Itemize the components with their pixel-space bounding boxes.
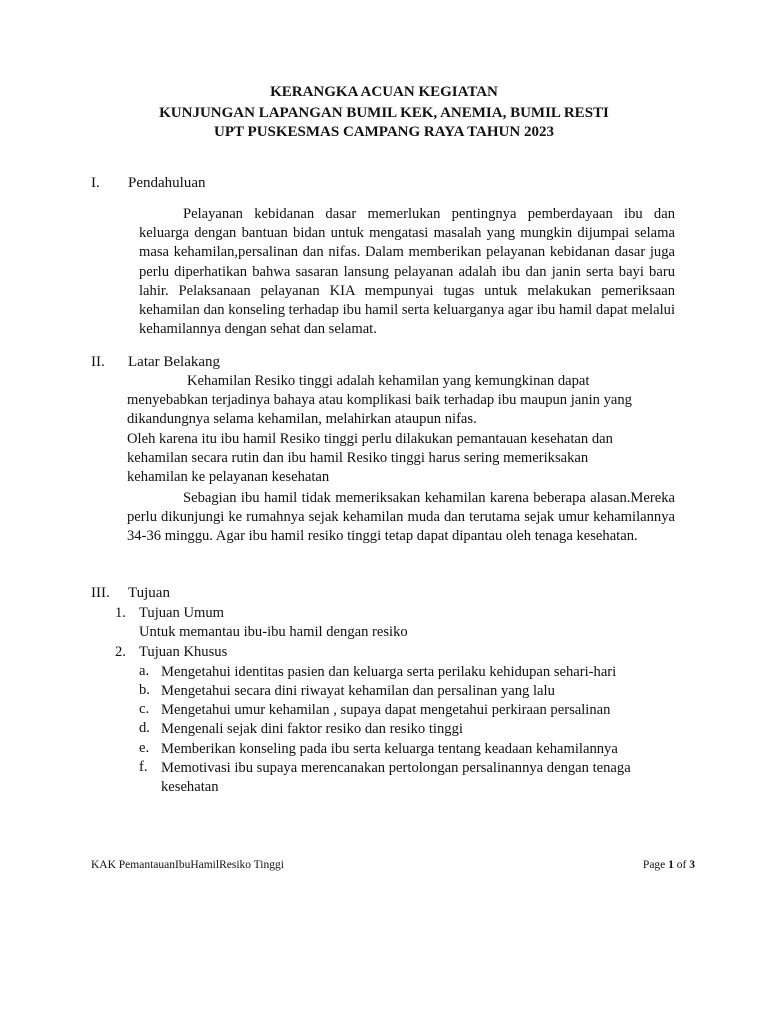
list-letter: e. xyxy=(139,740,150,756)
footer-page-indicator xyxy=(643,859,695,871)
section-3-title: Tujuan xyxy=(128,585,170,601)
footer-of-label: of xyxy=(676,859,687,871)
objective-2-title: Tujuan Khusus xyxy=(139,644,228,660)
list-item: Mengetahui umur kehamilan , supaya dapat mengetahui perkiraan persalinan xyxy=(161,702,611,718)
objective-1-title: Tujuan Umum xyxy=(139,605,225,621)
list-item: Memberikan konseling pada ibu serta keluarga tentang keadaan kehamilannya xyxy=(161,741,618,757)
objective-1-number: 1. xyxy=(115,605,126,621)
objective-1-text: Untuk memantau ibu-ibu hamil dengan resiko xyxy=(139,624,408,640)
footer-page-number: 1 xyxy=(668,859,674,871)
list-letter: f. xyxy=(139,759,148,775)
section-2-number: II. xyxy=(91,354,105,370)
list-letter: d. xyxy=(139,720,150,736)
section-2-title: Latar Belakang xyxy=(128,354,221,370)
list-letter: c. xyxy=(139,701,150,717)
section-2-paragraph-1 xyxy=(127,372,675,487)
section-2-line-5: kehamilan secara rutin dan ibu hamil Resiko tinggi harus sering memeriksakan xyxy=(127,449,589,466)
doc-title-line3: UPT PUSKESMAS CAMPANG RAYA TAHUN 2023 xyxy=(214,124,554,140)
list-item: Mengetahui secara dini riwayat kehamilan dan persalinan yang lalu xyxy=(161,683,555,699)
doc-title-line1: KERANGKA ACUAN KEGIATAN xyxy=(270,84,498,100)
section-1-title: Pendahuluan xyxy=(128,175,206,191)
footer-page-total: 3 xyxy=(689,859,695,871)
list-item: Mengetahui identitas pasien dan keluarga serta perilaku kehidupan sehari-hari xyxy=(161,664,617,680)
list-letter: a. xyxy=(139,663,150,679)
list-letter: b. xyxy=(139,682,150,698)
footer-document-name: KAK PemantauanIbuHamilResiko Tinggi xyxy=(91,859,284,871)
section-2-line-6: kehamilan ke pelayanan kesehatan xyxy=(127,469,330,486)
doc-title-line2: KUNJUNGAN LAPANGAN BUMIL KEK, ANEMIA, BUMIL RESTI xyxy=(159,105,609,121)
footer-page-label: Page xyxy=(642,859,666,871)
section-2-paragraph-2: Sebagian ibu hamil tidak memeriksakan kehamilan karena beberapa alasan.Mereka perlu dikunjungi ke rumahnya sejak kehamilan muda dan terutama sejak umur kehamilannya 34-36 minggu. Agar ibu hamil resiko tinggi tetap dapat dipantau oleh tenaga kesehatan. xyxy=(127,490,675,545)
list-item: Mengenali sejak dini faktor resiko dan resiko tinggi xyxy=(161,721,463,737)
section-2-line-2: menyebabkan terjadinya bahaya atau komplikasi baik terhadap ibu maupun janin yang xyxy=(127,392,632,409)
section-1-number: I. xyxy=(91,175,100,191)
section-2-line-1: Kehamilan Resiko tinggi adalah kehamilan yang kemungkinan dapat xyxy=(187,373,590,389)
section-2-line-4: Oleh karena itu ibu hamil Resiko tinggi perlu dilakukan pemantauan kesehatan dan xyxy=(127,430,613,447)
list-item: Memotivasi ibu supaya merencanakan pertolongan persalinannya dengan tenaga kesehatan xyxy=(161,760,631,796)
section-2-line-3: dikandungnya selama kehamilan, melahirkan ataupun nifas. xyxy=(127,411,477,428)
section-3-number: III. xyxy=(91,585,110,601)
section-1-paragraph: Pelayanan kebidanan dasar memerlukan pentingnya pemberdayaan ibu dan keluarga dengan bantuan bidan untuk mengatasi masalah yang mungkin dijumpai selama masa kehamilan,persalinan dan nifas. Dalam memberikan pelayanan kebidanan dasar juga perlu diperhatikan bahwa sasaran lansung pelayanan adalah ibu dan janin serta bayi baru lahir. Pelaksanaan pelayanan KIA mempunyai tugas untuk melakukan pemeriksaan kehamilan dan konseling terhadap ibu hamil serta keluarganya agar ibu hamil dapat melalui kehamilannya dengan sehat dan selamat. xyxy=(139,206,675,338)
objective-2-number: 2. xyxy=(115,644,126,660)
